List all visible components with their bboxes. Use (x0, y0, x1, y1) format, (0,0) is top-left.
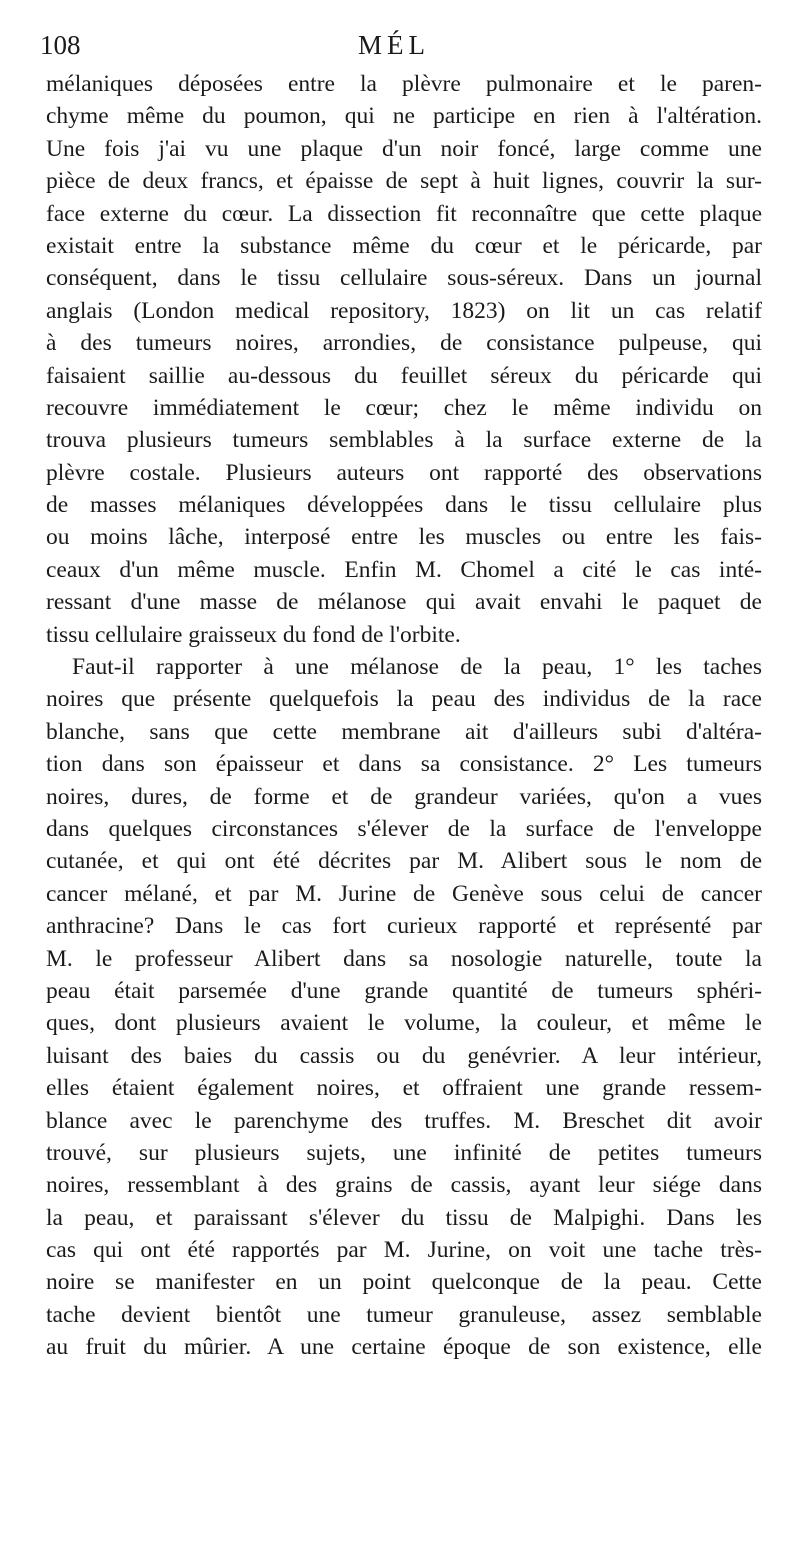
text-line: la peau, et paraissant s'élever du tissu de Malpighi. Dans les (46, 1204, 762, 1231)
text-line: ou moins lâche, interposé entre les muscles ou entre les fais- (46, 524, 762, 551)
text-line: pièce de deux francs, et épaisse de sept à huit lignes, couvrir la sur- (46, 168, 762, 195)
paragraph-first-line: Faut-il rapporter à une mélanose de la peau, 1° les taches (72, 654, 762, 681)
text-line: noires, ressemblant à des grains de cassis, ayant leur siége dans (46, 1172, 762, 1199)
text-line: elles étaient également noires, et offraient une grande ressem- (46, 1075, 762, 1102)
text-line: face externe du cœur. La dissection fit reconnaître que cette plaque (46, 200, 762, 227)
text-line: Une fois j'ai vu une plaque d'un noir foncé, large comme une (46, 135, 762, 162)
text-line: recouvre immédiatement le cœur; chez le même individu on (46, 394, 762, 421)
text-line: de masses mélaniques développées dans le tissu cellulaire plus (46, 492, 762, 519)
text-line: blanche, sans que cette membrane ait d'ailleurs subi d'altéra- (46, 718, 762, 745)
text-line: M. le professeur Alibert dans sa nosologie naturelle, toute la (46, 945, 762, 972)
page-header (40, 30, 762, 70)
body-text (46, 68, 762, 1364)
text-line: tache devient bientôt une tumeur granuleuse, assez semblable (46, 1301, 762, 1328)
text-line: à des tumeurs noires, arrondies, de consistance pulpeuse, qui (46, 330, 762, 357)
text-line: cutanée, et qui ont été décrites par M. Alibert sous le nom de (46, 848, 762, 875)
text-line: noires, dures, de forme et de grandeur variées, qu'on a vues (46, 783, 762, 810)
text-line: ressant d'une masse de mélanose qui avait envahi le paquet de (46, 589, 762, 616)
text-line: dans quelques circonstances s'élever de la surface de l'enveloppe (46, 815, 762, 842)
text-line: ques, dont plusieurs avaient le volume, la couleur, et même le (46, 1010, 762, 1037)
running-head: MÉL (358, 30, 430, 60)
text-line: anglais (London medical repository, 1823) on lit un cas relatif (46, 297, 762, 324)
text-line: cas qui ont été rapportés par M. Jurine, on voit une tache très- (46, 1237, 762, 1264)
text-line: noire se manifester en un point quelconque de la peau. Cette (46, 1269, 762, 1296)
text-line: noires que présente quelquefois la peau des individus de la race (46, 686, 762, 713)
text-line: cancer mélané, et par M. Jurine de Genève sous celui de cancer (46, 880, 762, 907)
text-line: luisant des baies du cassis ou du genévrier. A leur intérieur, (46, 1042, 762, 1069)
text-line: tissu cellulaire graisseux du fond de l'orbite. (46, 621, 461, 648)
text-line: anthracine? Dans le cas fort curieux rapporté et représenté par (46, 913, 762, 940)
text-line: trouvé, sur plusieurs sujets, une infinité de petites tumeurs (46, 1139, 762, 1166)
text-line: conséquent, dans le tissu cellulaire sous-séreux. Dans un journal (46, 265, 762, 292)
text-line: plèvre costale. Plusieurs auteurs ont rapporté des observations (46, 459, 762, 486)
text-line: ceaux d'un même muscle. Enfin M. Chomel a cité le cas inté- (46, 556, 762, 583)
text-line: faisaient saillie au-dessous du feuillet séreux du péricarde qui (46, 362, 762, 389)
text-line: existait entre la substance même du cœur et le péricarde, par (46, 232, 762, 259)
text-line: trouva plusieurs tumeurs semblables à la surface externe de la (46, 427, 762, 454)
text-line: au fruit du mûrier. A une certaine époque de son existence, elle (46, 1334, 762, 1361)
text-line: tion dans son épaisseur et dans sa consistance. 2° Les tumeurs (46, 751, 762, 778)
page-number: 108 (40, 30, 81, 60)
text-line: peau était parsemée d'une grande quantité de tumeurs sphéri- (46, 977, 762, 1004)
text-line: blance avec le parenchyme des truffes. M. Breschet dit avoir (46, 1107, 762, 1134)
text-line: mélaniques déposées entre la plèvre pulmonaire et le paren- (46, 71, 762, 97)
text-line: chyme même du poumon, qui ne participe en rien à l'altération. (46, 103, 762, 130)
